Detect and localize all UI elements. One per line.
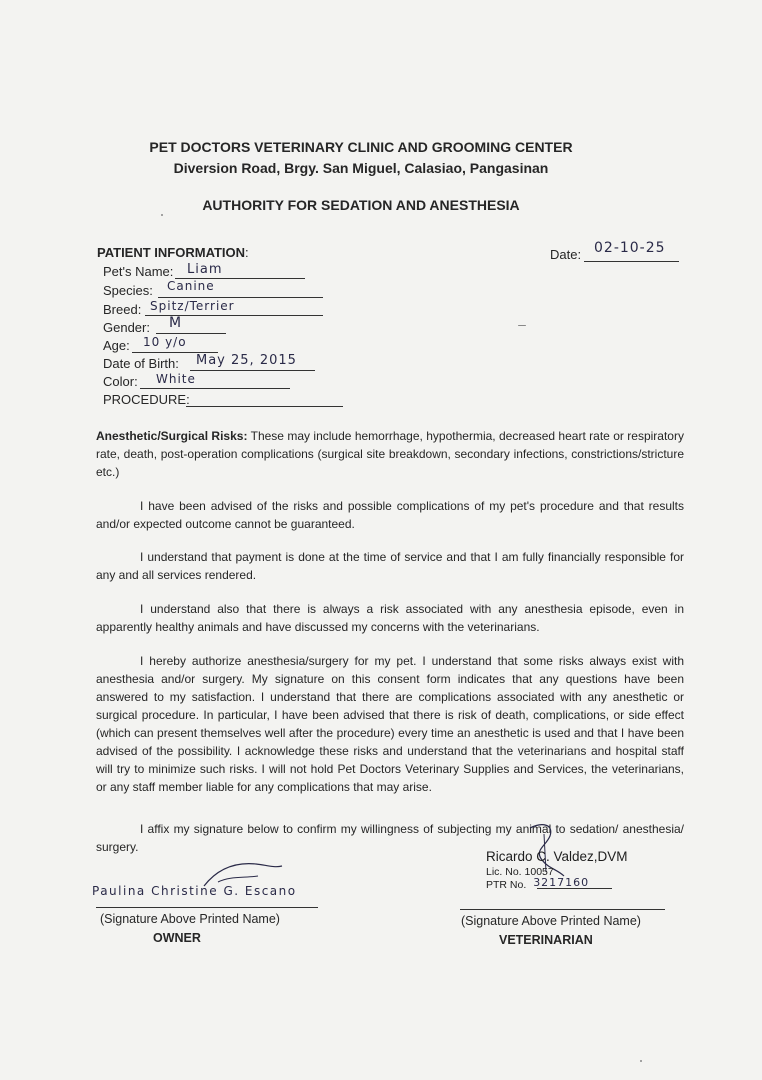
date-line — [584, 261, 679, 262]
breed-label: Breed: — [103, 302, 142, 317]
risks-paragraph — [96, 427, 684, 481]
date-value[interactable]: 02-10-25 — [594, 240, 666, 256]
species-value[interactable]: Canine — [167, 279, 215, 293]
procedure-label: PROCEDURE: — [103, 392, 190, 407]
scan-speck — [518, 325, 526, 326]
dob-value[interactable]: May 25, 2015 — [196, 353, 297, 368]
pets-name-label: Pet's Name: — [103, 264, 174, 279]
vet-ptr — [486, 876, 590, 891]
species-line — [158, 297, 323, 298]
vet-role: VETERINARIAN — [499, 933, 593, 947]
consent-paragraph-4: I hereby authorize anesthesia/surgery for my pet. I understand that some risks always exist with anesthesia and/or surgery. My signature on this consent form indicates that any questions have been answered to my satisfaction. I understand that there are complications associated with any anesthetic or surgical procedure. In particular, I have been advised that there is risk of death, complications, or side effect (which can present themselves well after the procedure) every time an anesthetic is used and that I have been advised of the possibility. I acknowledge these risks and understand that the veterinarians and hospital staff will try to minimize such risks. I will not hold Pet Doctors Veterinary Supplies and Services, the veterinarians, or any staff member liable for any complications that may arise. — [96, 654, 684, 794]
date-label: Date: — [550, 247, 582, 262]
dob-line — [190, 370, 315, 371]
consent-paragraph-2: I understand that payment is done at the time of service and that I am fully financially responsible for any and all services rendered. — [96, 550, 684, 582]
color-line — [140, 388, 290, 389]
gender-line — [156, 333, 226, 334]
vet-ptr-label: PTR No. — [486, 879, 527, 891]
age-label: Age: — [103, 338, 130, 353]
owner-role: OWNER — [153, 931, 201, 945]
owner-caption: (Signature Above Printed Name) — [100, 912, 280, 926]
scan-speck — [161, 214, 163, 216]
form-title: AUTHORITY FOR SEDATION AND ANESTHESIA — [202, 197, 520, 213]
patient-info-heading-colon: : — [245, 245, 249, 260]
risks-label: Anesthetic/Surgical Risks: — [96, 429, 248, 443]
consent-paragraph-5: I affix my signature below to confirm my willingness of subjecting my animal to sedation/ anesthesia/ surgery. — [96, 822, 684, 854]
vet-ptr-line — [537, 888, 612, 889]
color-label: Color: — [103, 374, 138, 389]
vet-caption: (Signature Above Printed Name) — [461, 914, 641, 928]
patient-info-heading — [97, 245, 249, 260]
color-value[interactable]: White — [156, 372, 196, 386]
risks-text: These may include hemorrhage, hypothermia, decreased heart rate or respiratory rate, death, post-operation complications (surgical site breakdown, secondary infections, constrictions/stricture etc.) — [96, 429, 684, 479]
consent-paragraph-3: I understand also that there is always a risk associated with any anesthesia episode, even in apparently healthy animals and have discussed my concerns with the veterinarians. — [96, 602, 684, 634]
patient-info-heading-text: PATIENT INFORMATION — [97, 245, 246, 260]
age-value[interactable]: 10 y/o — [143, 335, 187, 349]
consent-paragraph-1: I have been advised of the risks and possible complications of my pet's procedure and that results and/or expected outcome cannot be guaranteed. — [96, 499, 684, 531]
vet-name: Ricardo C. Valdez,DVM — [486, 849, 628, 864]
species-label: Species: — [103, 283, 153, 298]
owner-signature-line — [96, 907, 318, 908]
procedure-line — [186, 406, 343, 407]
gender-value[interactable]: M — [169, 315, 183, 331]
scan-speck — [640, 1060, 642, 1062]
gender-label: Gender: — [103, 320, 150, 335]
vet-ptr-value[interactable]: 3217160 — [533, 876, 590, 889]
clinic-name: PET DOCTORS VETERINARY CLINIC AND GROOMING CENTER — [149, 139, 573, 155]
pets-name-value[interactable]: Liam — [187, 262, 223, 277]
clinic-address: Diversion Road, Brgy. San Miguel, Calasiao, Pangasinan — [173, 160, 549, 176]
dob-label: Date of Birth: — [103, 356, 179, 371]
vet-signature-line — [460, 909, 665, 910]
owner-printed-name[interactable]: Paulina Christine G. Escano — [92, 884, 297, 898]
breed-value[interactable]: Spitz/Terrier — [150, 299, 235, 313]
vet-license: Lic. No. 10057 — [486, 866, 554, 878]
